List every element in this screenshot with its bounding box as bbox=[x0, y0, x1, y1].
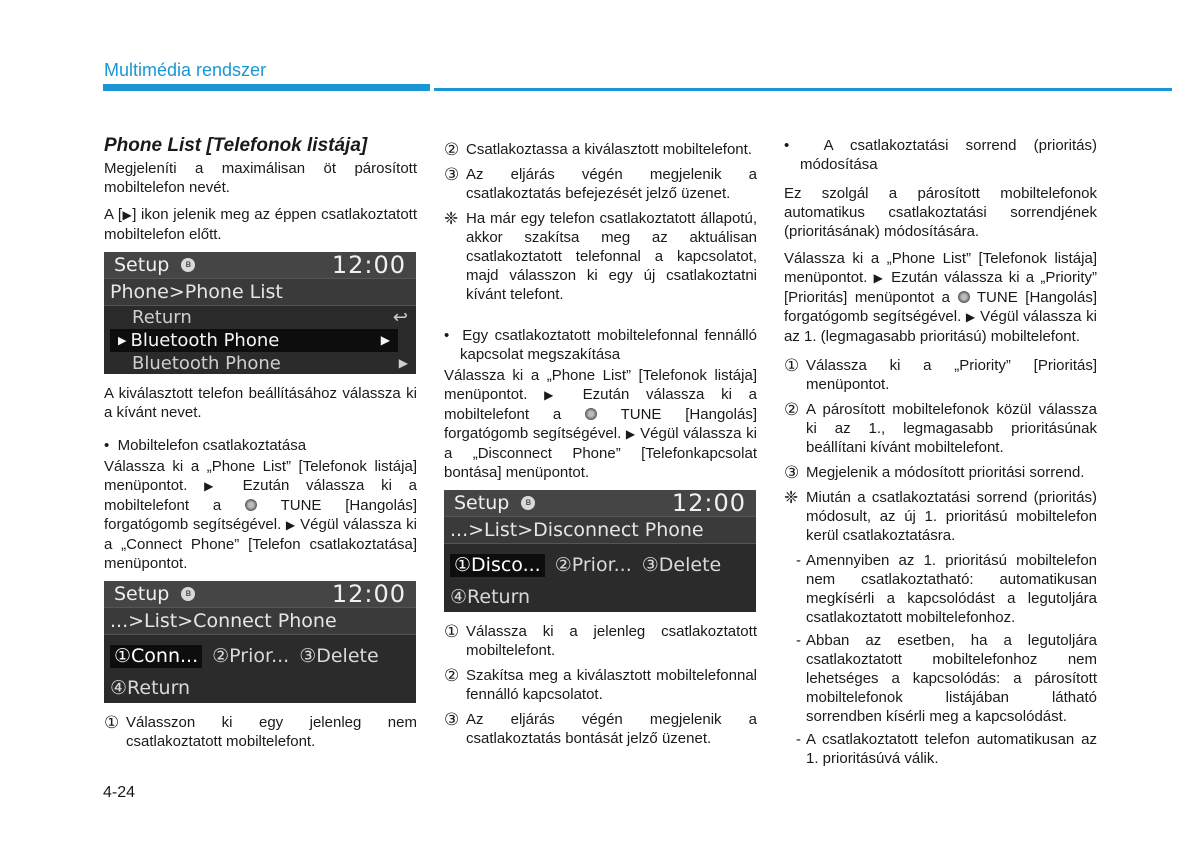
step-item: ③ Az eljárás végén megjelenik a csatlakoztatás befejezését jelző üzenet. bbox=[444, 165, 757, 202]
header-title: Multimédia rendszer bbox=[104, 60, 267, 80]
play-icon: ▶ bbox=[122, 208, 133, 222]
bluetooth-icon: ʙ bbox=[521, 496, 535, 510]
tune-knob-icon bbox=[245, 499, 257, 511]
paragraph: Válassza ki a „Phone List” [Telefonok listája] menüpontot. ▶ Ezután válassza ki a „Priority” [Prioritás] menüpontot a TUNE [Hangolás] forgatógomb segítségével. ▶ Végül válassza ki az 1. (legmagasabb prioritású) mobiltelefont. bbox=[784, 250, 1097, 345]
chevron-right-icon: ▶ bbox=[380, 333, 390, 347]
paragraph: Válassza ki a „Phone List” [Telefonok listája] menüpontot. ▶ Ezután válassza ki a mobiltelefont a TUNE [Hangolás] forgatógomb segítségével. ▶ Végül válassza ki a „Disconnect Phone” [Telefonkapcsolat bontása] menüpontot. bbox=[444, 367, 757, 481]
option-priority[interactable]: ②Prior... bbox=[212, 644, 290, 667]
step-item: ① Válassza ki a jelenleg csatlakoztatott mobiltelefont. bbox=[444, 622, 757, 659]
paragraph: A [▶] ikon jelenik meg az éppen csatlakoztatott mobiltelefon előtt. bbox=[104, 206, 418, 243]
bullet-item: • A csatlakoztatási sorrend (prioritás) módosítása bbox=[784, 137, 1097, 173]
header-rule-thin bbox=[434, 88, 1172, 91]
return-arrow-icon: ↩ bbox=[392, 307, 408, 328]
tune-knob-icon bbox=[958, 291, 970, 303]
step-item: ② Csatlakoztassa a kiválasztott mobiltelefont. bbox=[444, 140, 752, 159]
play-icon: ▶ bbox=[544, 388, 566, 402]
option-disconnect[interactable]: ①Disco... bbox=[450, 554, 545, 577]
step-item: ② Szakítsa meg a kiválasztott mobiltelefonnal fennálló kapcsolatot. bbox=[444, 666, 757, 703]
step-item: ③ Az eljárás végén megjelenik a csatlakoztatás bontását jelző üzenet. bbox=[444, 710, 757, 747]
paragraph: Megjeleníti a maximálisan öt párosított mobiltelefon nevét. bbox=[104, 160, 417, 196]
bullet-item: • Mobiltelefon csatlakoztatása bbox=[104, 437, 307, 454]
step-item: ① Válasszon ki egy jelenleg nem csatlakoztatott mobiltelefont. bbox=[104, 713, 417, 750]
play-icon: ▶ bbox=[625, 427, 636, 441]
step-item: ③ Megjelenik a módosított prioritási sorrend. bbox=[784, 463, 1085, 482]
option-delete[interactable]: ③Delete bbox=[299, 644, 379, 667]
dash-item: - Amennyiben az 1. prioritású mobiltelefon nem csatlakoztatható: automatikusan megkísérli a kapcsolódást a legutoljára csatlakoztatott mobiltelefonhoz. bbox=[796, 552, 1097, 626]
screen-path: ...>List>Disconnect Phone bbox=[444, 516, 756, 544]
play-icon: ▶ bbox=[965, 310, 976, 324]
option-delete[interactable]: ③Delete bbox=[641, 553, 722, 576]
screen-menu-item-phone[interactable]: Bluetooth Phone ▶ bbox=[132, 353, 408, 374]
chevron-right-icon: ▶ bbox=[398, 356, 408, 370]
screen-path: Phone>Phone List bbox=[104, 278, 416, 306]
lcd-screen-phone-list bbox=[104, 252, 416, 374]
bluetooth-icon: ʙ bbox=[181, 258, 195, 272]
column-3 bbox=[784, 136, 1097, 772]
dash-item: - Abban az esetben, ha a legutoljára csatlakoztatott mobiltelefonhoz nem lehetséges a kapcsolódás: a párosított mobiltelefonok listájában látható sorrendben kísérli meg a kapcsolódást. bbox=[796, 632, 1097, 725]
screen-title: Setup bbox=[114, 253, 170, 276]
lcd-screen-connect-phone bbox=[104, 581, 416, 703]
page-number: 4-24 bbox=[103, 784, 136, 801]
step-item: ② A párosított mobiltelefonok közül válassza ki az 1., legmagasabb prioritásúnak beállítani kívánt mobiltelefont. bbox=[784, 400, 1097, 456]
dash-item: - A csatlakoztatott telefon automatikusan az 1. prioritásúvá válik. bbox=[796, 731, 1097, 767]
lcd-screen-disconnect-phone bbox=[444, 490, 756, 612]
play-icon: ▶ bbox=[873, 271, 885, 285]
option-connect[interactable]: ①Conn... bbox=[110, 645, 202, 668]
option-priority[interactable]: ②Prior... bbox=[554, 553, 632, 576]
note-item: ❈ Miután a csatlakoztatási sorrend (prioritás) módosult, az új 1. prioritású mobiltelefon kerül csatlakoztatásra. bbox=[784, 488, 1097, 544]
bluetooth-icon: ʙ bbox=[181, 587, 195, 601]
paragraph: A kiválasztott telefon beállításához válassza ki a kívánt nevet. bbox=[104, 385, 417, 421]
section-heading: Phone List [Telefonok listája] bbox=[104, 135, 368, 156]
screen-status-bar: Setup ʙ 12:00 bbox=[104, 581, 416, 607]
play-icon: ▶ bbox=[285, 518, 296, 532]
screen-options bbox=[104, 639, 416, 673]
bullet-item: • Egy csatlakoztatott mobiltelefonnal fennálló kapcsolat megszakítása bbox=[444, 327, 757, 363]
header-rule-thick bbox=[103, 84, 430, 91]
tune-knob-icon bbox=[585, 408, 597, 420]
screen-menu-item-return[interactable]: Return ↩ bbox=[132, 307, 408, 328]
column-1 bbox=[104, 136, 417, 757]
option-return[interactable]: ④Return bbox=[110, 676, 191, 699]
screen-status-bar: Setup ʙ 12:00 bbox=[444, 490, 756, 516]
step-item: ① Válassza ki a „Priority” [Prioritás] menüpontot. bbox=[784, 356, 1097, 393]
screen-path: ...>List>Connect Phone bbox=[104, 607, 416, 635]
play-icon: ▶ bbox=[204, 479, 226, 493]
paragraph: Válassza ki a „Phone List” [Telefonok listája] menüpontot. ▶ Ezután válassza ki a mobiltelefont a TUNE [Hangolás] forgatógomb segítségével. ▶ Végül válassza ki a „Connect Phone” [Telefon csatlakoztatása] menüpontot. bbox=[104, 458, 417, 572]
screen-menu-item-phone-selected[interactable]: ▶ Bluetooth Phone ▶ bbox=[110, 329, 398, 352]
option-return[interactable]: ④Return bbox=[450, 585, 531, 608]
screen-clock: 12:00 bbox=[331, 252, 406, 279]
column-2 bbox=[444, 140, 757, 754]
paragraph: Ez szolgál a párosított mobiltelefonok automatikus csatlakoztatási sorrendjének (prioritásának) módosítására. bbox=[784, 185, 1097, 240]
screen-status-bar bbox=[104, 252, 416, 278]
screen-options bbox=[444, 548, 756, 582]
note-item: ❈ Ha már egy telefon csatlakoztatott állapotú, akkor szakítsa meg az aktuálisan csatlakoztatott telefonnal a kapcsolatot, majd válasszon ki egy új csatlakoztatni kívánt telefont. bbox=[444, 209, 757, 303]
connected-marker-icon: ▶ bbox=[118, 334, 127, 347]
